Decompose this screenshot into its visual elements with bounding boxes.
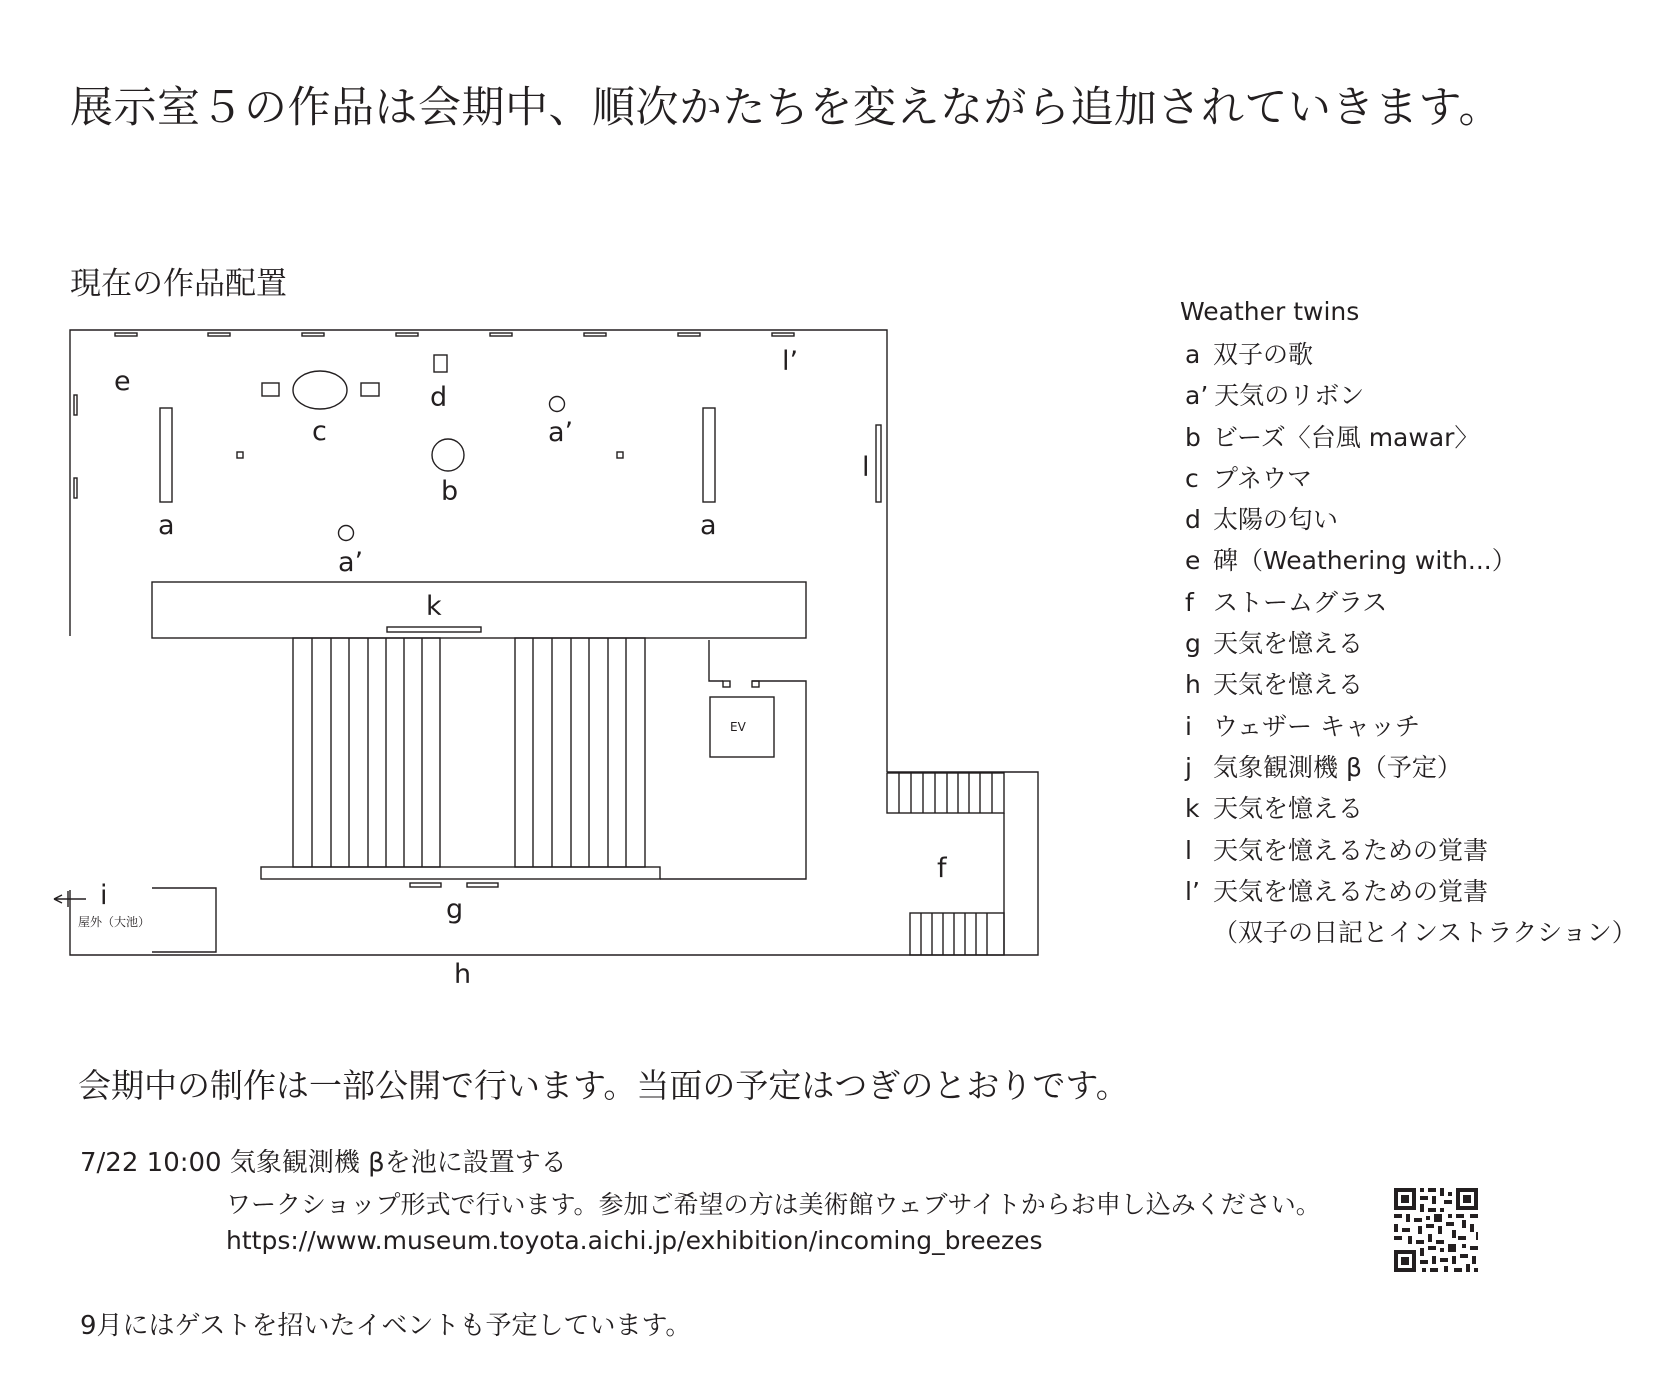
legend-list [1185, 334, 1637, 953]
stairs-f-lower [910, 913, 1004, 955]
floor-piece-g-2 [467, 883, 498, 887]
label-e: e [114, 366, 131, 397]
label-b: b [441, 476, 459, 507]
platform-k [152, 582, 806, 638]
work-a-prime-top [550, 397, 565, 412]
schedule-url[interactable]: https://www.museum.toyota.aichi.jp/exhibition/incoming_breezes [226, 1226, 1043, 1255]
legend-item: （双子の日記とインストラクション） [1213, 918, 1637, 948]
label-a-prime-top: a’ [548, 417, 574, 448]
work-a-prime-bottom [339, 526, 354, 541]
label-ev: EV [730, 720, 746, 734]
legend-item: f ストームグラス [1185, 587, 1388, 617]
label-l-prime: l’ [782, 346, 799, 377]
elevator-door-right [752, 681, 759, 687]
bench-k [387, 627, 481, 632]
schedule-intro: 会期中の制作は一部公開で行います。当面の予定はつぎのとおりです。 [78, 1066, 1129, 1105]
label-g: g [446, 894, 464, 925]
work-c-oval [293, 371, 347, 409]
event-note: 9月にはゲストを招いたイベントも予定しています。 [80, 1311, 692, 1341]
wall-piece-e-2 [74, 478, 77, 498]
label-h: h [454, 959, 472, 990]
legend-item: e 碑（Weathering with...） [1185, 546, 1517, 576]
label-l: l [862, 452, 870, 483]
legend-title: Weather twins [1180, 297, 1360, 326]
legend-item: l 天気を憶えるための覚書 [1185, 835, 1489, 865]
exhibition-room-wall [70, 330, 887, 772]
label-k: k [426, 591, 442, 622]
label-d: d [430, 382, 448, 413]
small-fixture-right [617, 452, 623, 458]
label-a-right: a [700, 510, 717, 541]
qr-code-icon[interactable] [1392, 1186, 1480, 1274]
schedule-event: 気象観測機 βを池に設置する [229, 1148, 567, 1178]
legend-item: g 天気を憶える [1185, 629, 1364, 659]
legend-item: a’ 天気のリボン [1185, 381, 1365, 411]
wall-fixtures-top [115, 333, 794, 336]
label-c: c [312, 416, 327, 447]
landing [261, 867, 660, 879]
schedule-entry [80, 1142, 567, 1179]
floor-plan-title: 現在の作品配置 [70, 266, 287, 302]
work-d [434, 355, 447, 372]
legend-item: i ウェザー キャッチ [1185, 711, 1420, 741]
work-c-box-left [262, 383, 279, 396]
legend-item: l’ 天気を憶えるための覚書 [1185, 876, 1489, 906]
headline: 展示室５の作品は会期中、順次かたちを変えながら追加されていきます。 [70, 83, 1503, 133]
legend-item: k 天気を憶える [1185, 794, 1364, 824]
legend-item: j 気象観測機 β（予定） [1185, 752, 1462, 782]
small-fixture-left [237, 452, 243, 458]
partition-a-right [703, 408, 715, 502]
label-a-prime-bottom: a’ [338, 547, 364, 578]
outdoor-pond-box [152, 888, 216, 952]
wall-piece-e-1 [74, 395, 77, 415]
wall-piece-l [876, 425, 881, 502]
elevator-door-left [723, 681, 730, 687]
work-b [432, 439, 464, 471]
label-a-left: a [158, 510, 175, 541]
label-i: i [100, 880, 108, 911]
floor-piece-g-1 [410, 883, 441, 887]
stairs-left [293, 638, 440, 867]
schedule-date: 7/22 10:00 [80, 1148, 222, 1178]
partition-a-left [160, 408, 172, 502]
legend-item: c プネウマ [1185, 463, 1313, 493]
legend-item: a 双子の歌 [1185, 340, 1314, 369]
label-f: f [937, 853, 947, 884]
label-outdoor: 屋外（大池） [78, 915, 151, 929]
legend-item: d 太陽の匂い [1185, 505, 1339, 535]
stairs-f-upper [887, 773, 1004, 813]
legend-item: b ビーズ〈台風 mawar〉 [1185, 422, 1480, 452]
stairs-right [515, 638, 645, 867]
legend [1180, 292, 1637, 953]
schedule-detail: ワークショップ形式で行います。参加ご希望の方は美術館ウェブサイトからお申し込みください。 [226, 1190, 1321, 1219]
work-c-box-right [361, 383, 379, 396]
elevator-core-wall [660, 640, 806, 879]
legend-item: h 天気を憶える [1185, 670, 1364, 700]
lower-hall-wall [70, 772, 1038, 955]
